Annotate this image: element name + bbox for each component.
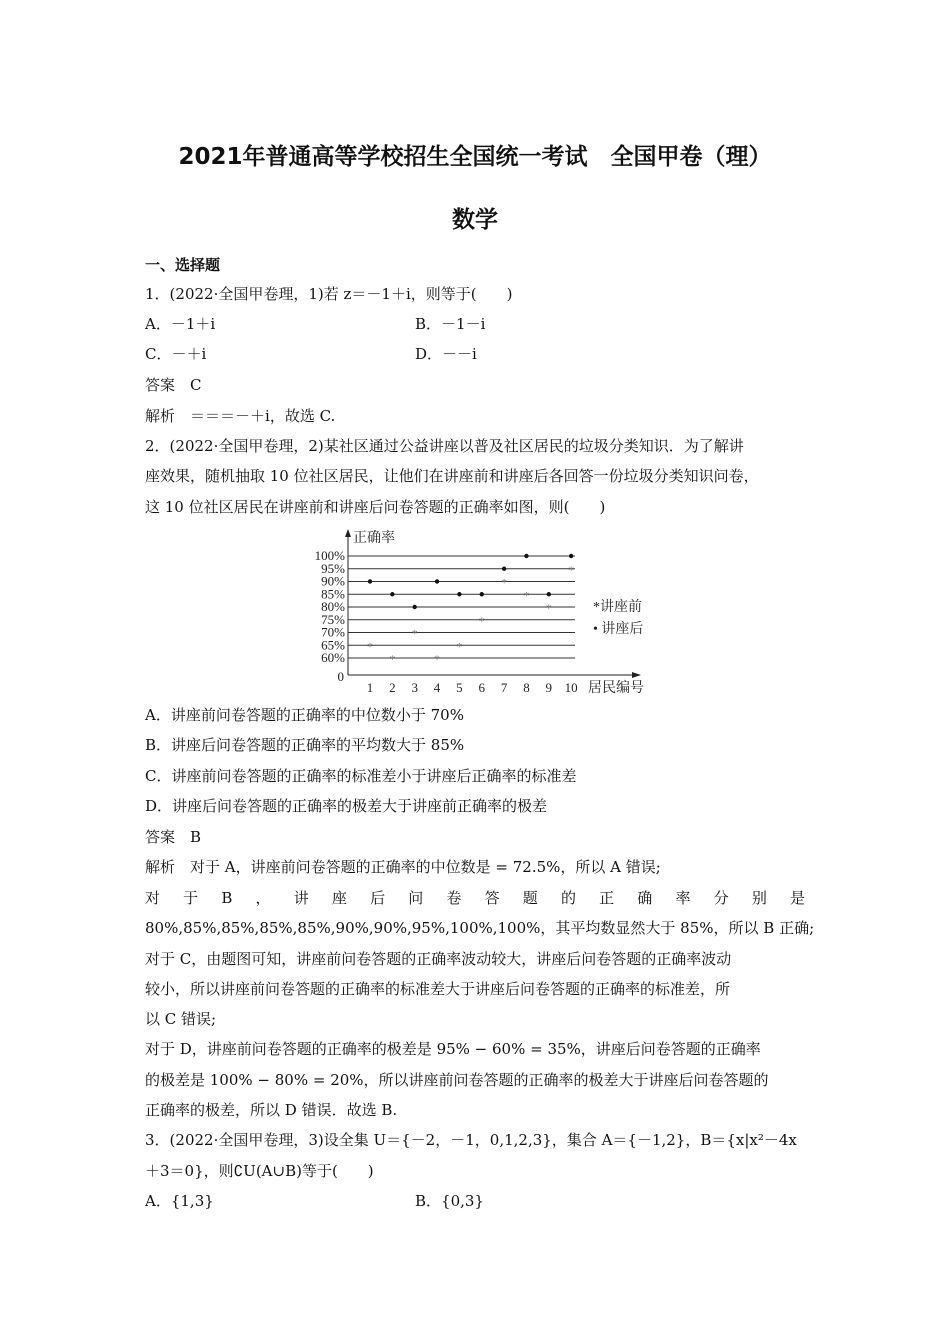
q2-option-b: B．讲座后问卷答题的正确率的平均数大于 85% (145, 736, 465, 754)
q1-analysis (145, 406, 807, 426)
q2-analysis-3: 80%,85%,85%,85%,85%,90%,90%,95%,100%,100%，其平均数显然大于 85%，所以 B 正确; (145, 919, 815, 937)
q2-stem-2: 座效果，随机抽取 10 位社区居民，让他们在讲座前和讲座后各回答一份垃圾分类知识问卷， (145, 467, 759, 485)
before-point: * (501, 575, 508, 590)
after-point (547, 592, 551, 596)
analysis-label: 解析 (145, 858, 176, 876)
q2-stem-1: 2．(2022·全国甲卷理，2)某社区通过公益讲座以普及社区居民的垃圾分类知识．为了解讲 (145, 437, 744, 455)
q1-option-a (145, 314, 807, 334)
q2-analysis-7: 对于 D，讲座前问卷答题的正确率的极差是 95% − 60% = 35%，讲座后问卷答题的正确率 (145, 1040, 761, 1058)
x-axis-arrow (632, 672, 641, 678)
option-b: B．－1－i (415, 315, 486, 333)
y-tick-label: 90% (321, 573, 345, 589)
x-tick-label: 2 (389, 680, 396, 695)
before-point: * (434, 652, 441, 666)
before-point: * (411, 626, 418, 641)
legend-after: • 讲座后 (593, 622, 644, 637)
y-tick-label: 65% (321, 637, 345, 653)
y-tick-label: 0 (337, 669, 344, 684)
section-heading: 一、选择题 (145, 256, 221, 274)
before-point: * (568, 562, 575, 577)
after-point (368, 579, 372, 583)
y-tick-label: 75% (321, 611, 345, 627)
x-tick-label: 10 (564, 680, 578, 695)
q2-option-a: A．讲座前问卷答题的正确率的中位数小于 70% (145, 706, 464, 724)
x-tick-label: 1 (366, 680, 374, 695)
after-point (390, 592, 394, 596)
subject-title: 数学 (452, 207, 498, 233)
y-tick-label: 85% (321, 586, 345, 602)
analysis-text: 对于 A，讲座前问卷答题的正确率的中位数是 = 72.5%，所以 A 错误; (190, 858, 661, 876)
q2-stem-3: 这 10 位社区居民在讲座前和讲座后问卷答题的正确率如图，则( ) (145, 498, 606, 516)
after-point (502, 567, 506, 571)
x-tick-label: 9 (545, 680, 553, 695)
x-tick-label: 6 (478, 680, 485, 695)
before-point: * (545, 601, 552, 615)
answer-value: C (190, 376, 202, 394)
answer-label: 答案 (145, 828, 176, 846)
answer-value: B (190, 828, 202, 846)
q1-option-c (145, 344, 807, 364)
before-point: * (478, 613, 485, 628)
option-c: C．－＋i (145, 345, 207, 363)
x-tick-label: 4 (433, 680, 441, 695)
x-tick-label: 3 (411, 680, 418, 695)
q2-option-d: D．讲座后问卷答题的正确率的极差大于讲座前正确率的极差 (145, 797, 548, 815)
q1-answer (145, 375, 807, 395)
option-b: B．{0,3} (415, 1192, 484, 1210)
option-d: D．－－i (415, 345, 477, 363)
analysis-label: 解析 (145, 407, 176, 425)
q3-stem-2: ＋3＝0}，则∁U(A∪B)等于( ) (145, 1162, 374, 1180)
analysis-text: ＝＝＝－＋i，故选 C. (190, 407, 336, 425)
x-tick-label: 7 (500, 680, 508, 695)
before-point: * (456, 639, 463, 654)
y-axis-arrow (345, 529, 351, 537)
y-tick-label: 70% (321, 624, 345, 640)
q1-stem: 1．(2022·全国甲卷理，1)若 z＝－1＋i，则等于( ) (145, 285, 513, 303)
answer-label: 答案 (145, 376, 176, 394)
before-point: * (389, 652, 396, 666)
q3-stem-1: 3．(2022·全国甲卷理，3)设全集 U＝{－2，－1，0,1,2,3}，集合 A＝{－1,2}，B＝{x|x²－4x (145, 1131, 797, 1149)
q2-analysis-6: 以 C 错误; (145, 1010, 217, 1028)
x-tick-label: 8 (523, 680, 530, 695)
option-a: A．{1,3} (145, 1192, 214, 1210)
x-tick-label: 5 (456, 680, 463, 695)
y-tick-label: 60% (321, 650, 345, 665)
q2-analysis-1 (145, 857, 807, 877)
x-axis-label: 居民编号 (588, 681, 644, 696)
after-point (413, 605, 417, 609)
after-point (524, 554, 528, 558)
after-point (457, 592, 461, 596)
q2-option-c: C．讲座前问卷答题的正确率的标准差小于讲座后正确率的标准差 (145, 767, 577, 785)
y-tick-label: 100% (314, 548, 345, 563)
q2-analysis-4: 对于 C，由题图可知，讲座前问卷答题的正确率波动较大，讲座后问卷答题的正确率波动 (145, 950, 732, 968)
after-point (435, 579, 439, 583)
y-tick-label: 80% (321, 599, 345, 614)
before-point: * (367, 639, 373, 654)
y-tick-label: 95% (321, 560, 345, 576)
q2-analysis-9: 正确率的极差，所以 D 错误．故选 B. (145, 1101, 398, 1119)
q2-analysis-8: 的极差是 100% − 80% = 20%，所以讲座前问卷答题的正确率的极差大于讲座后问卷答题的 (145, 1071, 769, 1089)
option-a: A．－1＋i (145, 315, 216, 333)
q2-answer (145, 827, 807, 847)
y-axis-label: 正确率 (353, 531, 395, 546)
legend-before: *讲座前 (593, 600, 642, 615)
q2-analysis-2: 对于B，讲座后问卷答题的正确率分别是 (145, 889, 807, 907)
accuracy-chart (295, 525, 695, 697)
after-point (480, 592, 484, 596)
exam-title: 2021年普通高等学校招生全国统一考试 全国甲卷（理） (178, 144, 772, 170)
q2-analysis-5: 较小，所以讲座前问卷答题的正确率的标准差大于讲座后问卷答题的正确率的标准差，所 (145, 980, 731, 998)
q3-option-a (145, 1191, 807, 1211)
before-point: * (523, 588, 530, 603)
after-point (569, 554, 573, 558)
